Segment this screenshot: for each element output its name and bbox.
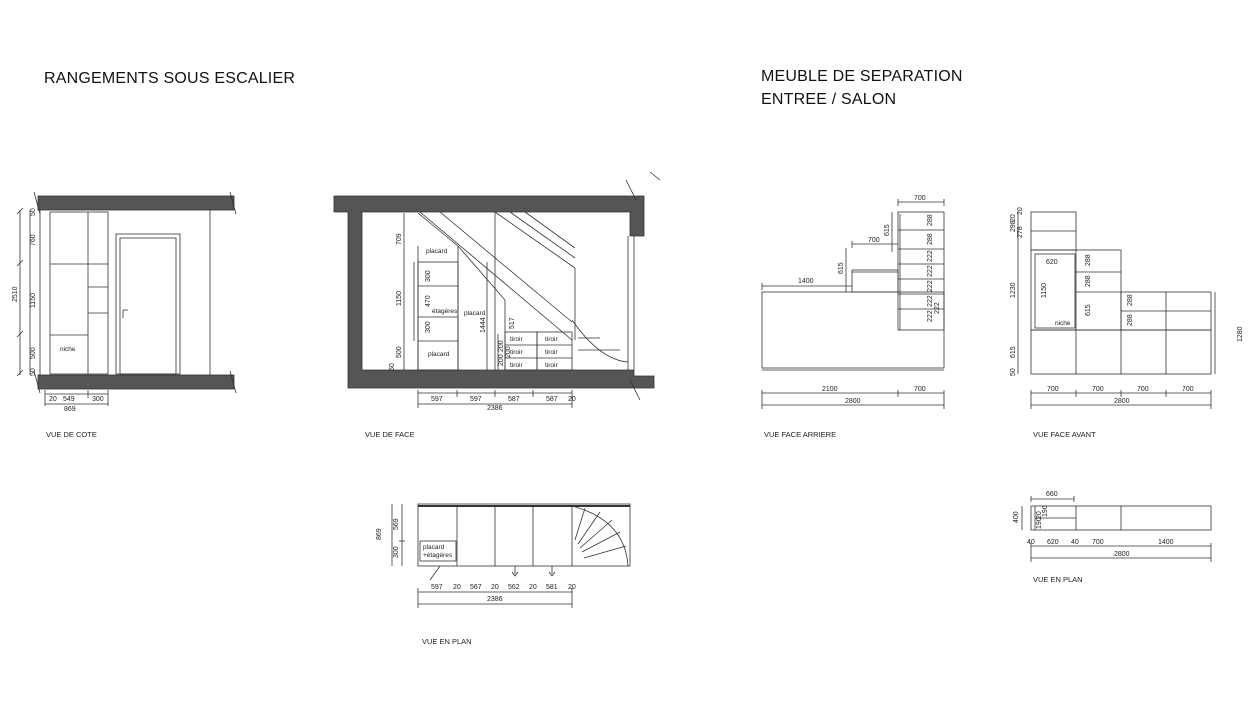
back-dim-2100: 2100 (822, 386, 838, 393)
ff-label-niche: niche (1055, 320, 1071, 327)
front-label-tiroir-4: tiroir (545, 336, 558, 343)
front-dim-587a: 587 (508, 396, 520, 403)
back-dim-288a: 288 (927, 214, 934, 226)
side-dim-500: 500 (30, 347, 37, 359)
side-floor-slab (38, 375, 234, 389)
ff-dim-50: 50 (1010, 368, 1017, 376)
title-right-line1: MEUBLE DE SEPARATION (761, 68, 963, 85)
front-dim-500: 500 (396, 346, 403, 358)
pr-dim-40a: 40 (1027, 539, 1035, 546)
side-dim-869: 869 (64, 406, 76, 413)
ff-dim-615b: 615 (1085, 304, 1092, 316)
pr-dim-660: 660 (1046, 491, 1058, 498)
front-dim-200a: 200 (498, 340, 505, 352)
side-dim-20: 20 (49, 396, 57, 403)
pr-dim-400: 400 (1013, 511, 1020, 523)
ff-dim-288c: 288 (1127, 294, 1134, 306)
back-dim-222a: 222 (927, 250, 934, 262)
ff-dim-2800: 2800 (1114, 398, 1130, 405)
side-dim-300: 300 (92, 396, 104, 403)
side-door (116, 234, 180, 374)
front-face (1018, 212, 1215, 409)
plan-left-dim-597: 597 (431, 584, 443, 591)
front-walls (334, 196, 654, 388)
front-dim-200c: 200 (505, 346, 512, 358)
front-label-tiroir-5: tiroir (545, 349, 558, 356)
back-dim-288b: 288 (927, 233, 934, 245)
ff-dim-700a: 700 (1047, 386, 1059, 393)
ff-dim-620: 620 (1046, 259, 1058, 266)
back-dim-615b: 615 (838, 262, 845, 274)
ff-dim-288b: 288 (1085, 275, 1092, 287)
front-label-tiroir-3: tiroir (510, 362, 523, 369)
front-label-placard-2: placard (464, 310, 486, 317)
front-dim-587b: 587 (546, 396, 558, 403)
side-ceiling-slab (38, 196, 234, 210)
ff-dim-288d: 288 (1127, 314, 1134, 326)
front-dim-20: 20 (568, 396, 576, 403)
ff-dim-700b: 700 (1092, 386, 1104, 393)
pr-dim-40b: 40 (1071, 539, 1079, 546)
side-dim-50a: 50 (30, 208, 37, 216)
plan-left-dim-20d: 20 (568, 584, 576, 591)
back-face (762, 199, 944, 409)
plan-left-label-placard: placard (423, 544, 445, 551)
plan-left-dim-581: 581 (546, 584, 558, 591)
side-dim-549: 549 (63, 396, 75, 403)
plan-left-dim-20b: 20 (491, 584, 499, 591)
back-face-text (798, 195, 941, 405)
front-label-placard-1: placard (426, 248, 448, 255)
plan-left-dim-300: 300 (393, 546, 400, 558)
caption-plan-right: VUE EN PLAN (1033, 575, 1083, 584)
pr-dim-1400: 1400 (1158, 539, 1174, 546)
side-view (17, 192, 236, 406)
plan-left-dim-562: 562 (508, 584, 520, 591)
ff-dim-278: 278 (1017, 226, 1024, 238)
plan-left-dim-20c: 20 (529, 584, 537, 591)
front-label-etageres: étagères (432, 308, 458, 315)
front-label-tiroir-2: tiroir (510, 349, 523, 356)
ff-dim-298: 298 (1010, 220, 1017, 232)
ff-dim-700c: 700 (1137, 386, 1149, 393)
pr-dim-190: 190 (1036, 517, 1043, 529)
front-dim-300a: 300 (425, 270, 432, 282)
back-dim-222d: 222 (927, 295, 934, 307)
caption-front-view: VUE DE FACE (365, 430, 415, 439)
back-dim-1400: 1400 (798, 278, 814, 285)
back-dim-222c: 222 (927, 280, 934, 292)
plan-left-dim-20a: 20 (453, 584, 461, 591)
plan-left-dim-2386: 2386 (487, 596, 503, 603)
title-right-line2: ENTREE / SALON (761, 91, 897, 108)
front-dim-597a: 597 (431, 396, 443, 403)
front-label-tiroir-6: tiroir (545, 362, 558, 369)
pr-dim-190b: 190 (1042, 505, 1049, 517)
front-dim-200b: 200 (498, 354, 505, 366)
plan-left-dim-869: 869 (376, 528, 383, 540)
front-view (334, 172, 660, 408)
back-face-step-1 (852, 270, 898, 292)
side-label-niche: niche (60, 346, 76, 353)
caption-plan-left: VUE EN PLAN (422, 637, 472, 646)
ff-dim-615: 615 (1010, 346, 1017, 358)
back-dim-700b: 700 (868, 237, 880, 244)
front-dim-709: 709 (396, 233, 403, 245)
caption-back-face: VUE FACE ARRIERE (764, 430, 837, 439)
back-dim-615a: 615 (884, 224, 891, 236)
plan-left-label-etageres: +étagères (423, 552, 453, 559)
front-label-placard-3: placard (428, 351, 450, 358)
back-dim-700c: 700 (914, 386, 926, 393)
plan-left-dim-567: 567 (470, 584, 482, 591)
ff-dim-288a: 288 (1085, 254, 1092, 266)
front-dim-300b: 300 (425, 321, 432, 333)
front-dim-597b: 597 (470, 396, 482, 403)
front-dim-517: 517 (509, 317, 516, 329)
plan-left-text (376, 518, 576, 603)
front-label-tiroir-1: tiroir (510, 336, 523, 343)
caption-front-face: VUE FACE AVANT (1033, 430, 1096, 439)
ff-dim-1230: 1230 (1010, 282, 1017, 298)
plan-right-text (1013, 491, 1174, 558)
side-dim-760: 760 (30, 234, 37, 246)
back-dim-222b: 222 (927, 265, 934, 277)
front-dim-1444: 1444 (480, 317, 487, 333)
pr-dim-620: 620 (1047, 539, 1059, 546)
ff-dim-700d: 700 (1182, 386, 1194, 393)
ff-dim-1150: 1150 (1041, 282, 1048, 298)
ff-dim-20b: 20 (1017, 207, 1024, 215)
front-dim-470: 470 (425, 295, 432, 307)
front-face-text (1010, 207, 1244, 405)
back-dim-222f: 222 (934, 302, 941, 314)
front-dim-1150: 1150 (396, 290, 403, 306)
plan-left-dim-569: 569 (393, 518, 400, 530)
caption-side-view: VUE DE COTE (46, 430, 97, 439)
back-dim-222e: 222 (927, 310, 934, 322)
side-dim-1150: 1150 (30, 292, 37, 308)
side-dim-2510: 2510 (12, 286, 19, 302)
back-dim-2800: 2800 (845, 398, 861, 405)
ff-dim-1280: 1280 (1237, 326, 1244, 342)
front-dim-50: 50 (389, 363, 396, 371)
back-dim-700a: 700 (914, 195, 926, 202)
pr-dim-700: 700 (1092, 539, 1104, 546)
pr-dim-20: 20 (1036, 511, 1043, 519)
side-cabinet (50, 212, 108, 374)
ff-dim-20a: 20 (1010, 214, 1017, 222)
title-left: RANGEMENTS SOUS ESCALIER (44, 70, 296, 87)
side-dim-50b: 50 (30, 368, 37, 376)
pr-dim-2800: 2800 (1114, 551, 1130, 558)
front-dim-2386: 2386 (487, 405, 503, 412)
